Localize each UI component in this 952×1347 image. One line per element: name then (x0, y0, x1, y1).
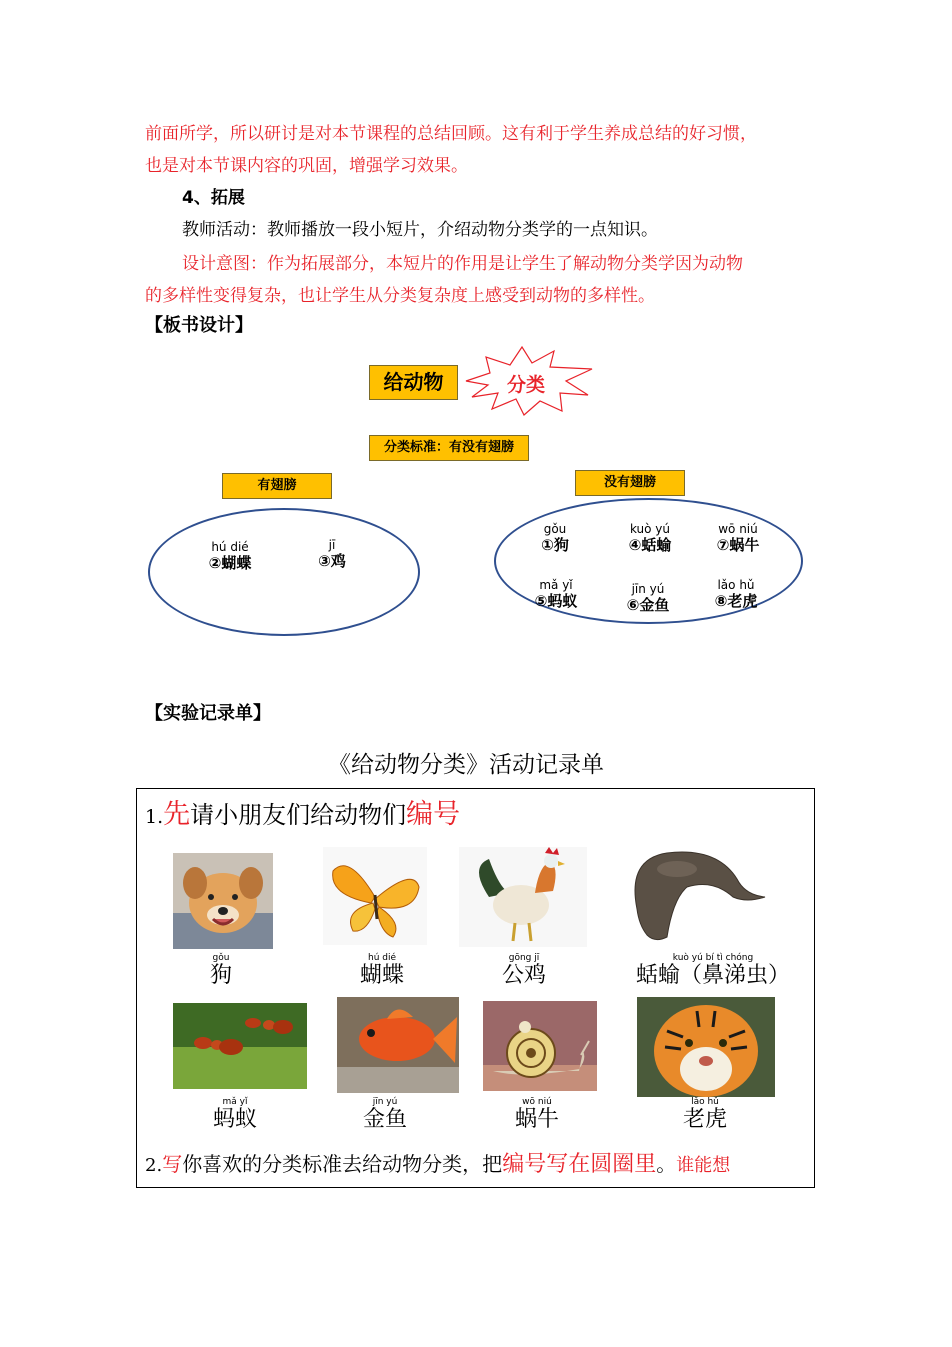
animal-name: ④蛞蝓 (628, 536, 672, 554)
animal-pinyin: lǎo hǔ (717, 578, 755, 592)
record-sheet-heading: 【实验记录单】 (145, 703, 271, 724)
tiger-photo (637, 997, 775, 1097)
winged-label-box (222, 473, 332, 499)
burst-label: 分类 (506, 374, 545, 396)
animal-caption (479, 953, 569, 989)
caption-name: 公鸡 (501, 963, 546, 988)
winged-animal (190, 540, 270, 572)
wingless-animal (698, 522, 778, 554)
rooster-photo (459, 847, 587, 947)
design-intent-line-1: 设计意图：作为拓展部分，本短片的作用是让学生了解动物分类学因为动物 (182, 254, 743, 274)
animal-name: ①狗 (541, 536, 569, 554)
animal-caption (195, 1097, 275, 1133)
ant-photo (173, 1003, 307, 1089)
animal-name: ②蝴蝶 (208, 554, 252, 572)
q1-last: 编号 (406, 799, 461, 830)
para-line-1: 前面所学，所以研讨是对本节课程的总结回顾。这有利于学生养成总结的好习惯， (145, 124, 757, 144)
q2-c: 编号写在圆圈里 (502, 1152, 657, 1177)
caption-name: 金鱼 (362, 1107, 407, 1132)
design-intent-line-2: 的多样性变得复杂，也让学生从分类复杂度上感受到动物的多样性。 (145, 286, 655, 306)
animal-caption (337, 953, 427, 989)
caption-pinyin: jīn yú (372, 1097, 398, 1107)
caption-name: 蛞蝓（鼻涕虫） (635, 963, 790, 988)
animal-caption (345, 1097, 425, 1133)
para-line-2: 也是对本节课内容的巩固，增强学习效果。 (145, 156, 468, 176)
winged-label: 有翅膀 (257, 478, 297, 493)
caption-name: 老虎 (682, 1107, 727, 1132)
classification-standard: 分类标准：有没有翅膀 (383, 440, 514, 455)
board-title-box (369, 365, 458, 400)
animal-caption (615, 953, 811, 989)
animal-pinyin: jī (328, 538, 336, 552)
q1-middle: 请小朋友们给动物们 (190, 801, 407, 829)
board-design-heading: 【板书设计】 (145, 315, 253, 336)
animal-caption (497, 1097, 577, 1133)
animal-name: ⑤蚂蚁 (534, 592, 578, 610)
wingless-animal (696, 578, 776, 610)
section-heading-extension: 4、拓展 (182, 188, 245, 208)
dog-photo (173, 853, 273, 949)
winged-animal (302, 538, 362, 570)
animal-caption (181, 953, 261, 989)
q2-d: 。 (656, 1152, 677, 1176)
question-number: 2. (145, 1155, 163, 1176)
q2-a: 写 (162, 1152, 183, 1176)
snail-photo (483, 1001, 597, 1091)
wingless-label-box (575, 470, 685, 496)
caption-name: 蚂蚁 (212, 1107, 257, 1132)
wingless-animal (608, 582, 688, 614)
classification-standard-box (369, 435, 529, 461)
wingless-label: 没有翅膀 (603, 475, 656, 490)
record-sheet-title: 《给动物分类》活动记录单 (328, 752, 604, 778)
wingless-animal (516, 578, 596, 610)
animal-pinyin: mǎ yǐ (539, 578, 573, 592)
q1-first: 先 (163, 799, 191, 830)
q2-b: 你喜欢的分类标准去给动物分类，把 (182, 1152, 503, 1176)
caption-name: 蜗牛 (514, 1107, 559, 1132)
animal-name: ③鸡 (318, 552, 346, 570)
animal-name: ⑧老虎 (714, 592, 758, 610)
animal-pinyin: jīn yú (631, 582, 665, 596)
caption-pinyin: wō niú (522, 1097, 552, 1107)
butterfly-photo (323, 847, 427, 945)
winged-ellipse (148, 508, 420, 636)
caption-pinyin: kuò yú bí tì chóng (672, 953, 754, 963)
q2-e: 谁能想 (676, 1155, 731, 1176)
goldfish-photo (337, 997, 459, 1093)
wingless-animal (520, 522, 590, 554)
question-2 (145, 1151, 730, 1179)
teacher-activity: 教师活动：教师播放一段小短片，介绍动物分类学的一点知识。 (182, 220, 658, 240)
animal-caption (665, 1097, 745, 1133)
question-1 (145, 799, 460, 833)
slug-photo (617, 839, 771, 949)
animal-name: ⑥金鱼 (626, 596, 670, 614)
record-sheet (136, 788, 815, 1188)
animal-pinyin: kuò yú (629, 522, 671, 536)
caption-pinyin: mǎ yǐ (222, 1097, 248, 1107)
wingless-animal (610, 522, 690, 554)
caption-name: 狗 (209, 963, 232, 988)
caption-pinyin: hú dié (367, 953, 397, 963)
animal-pinyin: hú dié (211, 540, 249, 554)
caption-pinyin: gōng jī (508, 953, 540, 963)
board-title: 给动物 (383, 370, 444, 394)
animal-name: ⑦蜗牛 (716, 536, 760, 554)
caption-pinyin: gǒu (212, 953, 230, 963)
animal-pinyin: gǒu (543, 522, 567, 536)
question-number: 1. (145, 806, 164, 828)
caption-pinyin: lǎo hǔ (691, 1097, 719, 1107)
caption-name: 蝴蝶 (359, 963, 404, 988)
animal-pinyin: wō niú (718, 522, 758, 536)
